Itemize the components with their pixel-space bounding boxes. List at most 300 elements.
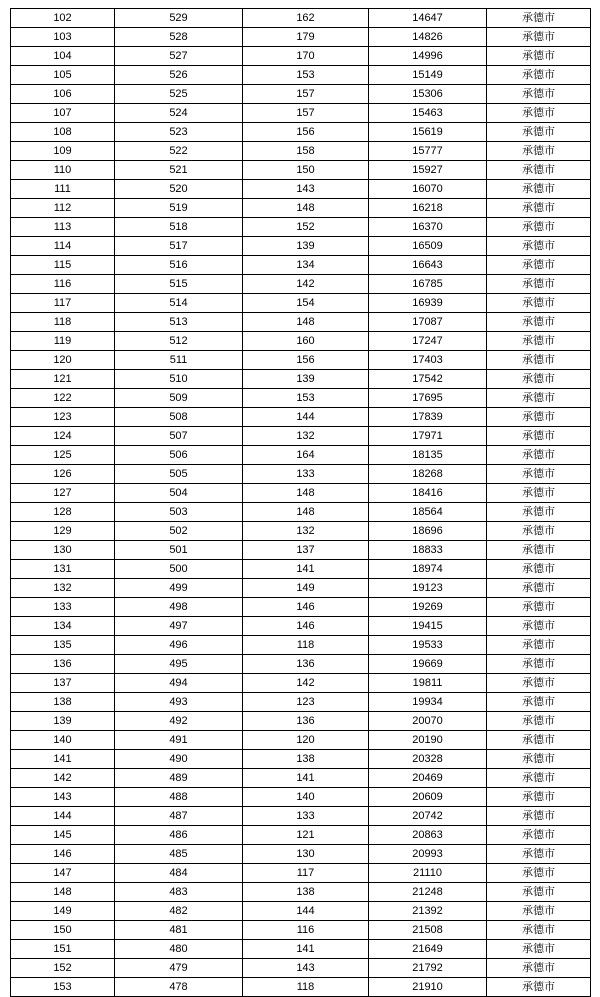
cell-region: 承德市 [487, 845, 591, 864]
cell-score: 523 [115, 123, 243, 142]
cell-cumulative: 15306 [369, 85, 487, 104]
cell-region: 承德市 [487, 598, 591, 617]
cell-region: 承德市 [487, 655, 591, 674]
cell-count: 148 [243, 484, 369, 503]
cell-count: 160 [243, 332, 369, 351]
cell-score: 510 [115, 370, 243, 389]
cell-region: 承德市 [487, 123, 591, 142]
cell-rank: 109 [11, 142, 115, 161]
cell-score: 478 [115, 978, 243, 997]
table-row [11, 522, 591, 541]
cell-cumulative: 14647 [369, 9, 487, 28]
cell-rank: 135 [11, 636, 115, 655]
cell-score: 497 [115, 617, 243, 636]
cell-count: 153 [243, 389, 369, 408]
cell-region: 承德市 [487, 351, 591, 370]
cell-score: 529 [115, 9, 243, 28]
cell-region: 承德市 [487, 484, 591, 503]
cell-region: 承德市 [487, 389, 591, 408]
cell-region: 承德市 [487, 826, 591, 845]
cell-cumulative: 18135 [369, 446, 487, 465]
cell-score: 496 [115, 636, 243, 655]
cell-rank: 136 [11, 655, 115, 674]
cell-rank: 110 [11, 161, 115, 180]
cell-region: 承德市 [487, 446, 591, 465]
cell-count: 139 [243, 370, 369, 389]
cell-score: 507 [115, 427, 243, 446]
cell-cumulative: 21110 [369, 864, 487, 883]
cell-region: 承德市 [487, 465, 591, 484]
cell-cumulative: 17247 [369, 332, 487, 351]
cell-count: 142 [243, 275, 369, 294]
cell-cumulative: 20742 [369, 807, 487, 826]
table-row [11, 693, 591, 712]
table-row [11, 161, 591, 180]
cell-count: 154 [243, 294, 369, 313]
cell-count: 146 [243, 598, 369, 617]
cell-score: 506 [115, 446, 243, 465]
cell-rank: 104 [11, 47, 115, 66]
cell-count: 118 [243, 636, 369, 655]
cell-score: 482 [115, 902, 243, 921]
score-distribution-table [10, 8, 591, 997]
cell-region: 承德市 [487, 769, 591, 788]
cell-rank: 133 [11, 598, 115, 617]
cell-rank: 107 [11, 104, 115, 123]
table-row [11, 541, 591, 560]
cell-region: 承德市 [487, 560, 591, 579]
cell-cumulative: 19123 [369, 579, 487, 598]
cell-region: 承德市 [487, 579, 591, 598]
cell-region: 承德市 [487, 864, 591, 883]
cell-cumulative: 15927 [369, 161, 487, 180]
cell-rank: 145 [11, 826, 115, 845]
table-row [11, 731, 591, 750]
cell-cumulative: 15619 [369, 123, 487, 142]
cell-cumulative: 20863 [369, 826, 487, 845]
cell-cumulative: 15777 [369, 142, 487, 161]
table-row [11, 712, 591, 731]
table-row [11, 826, 591, 845]
cell-rank: 127 [11, 484, 115, 503]
cell-rank: 132 [11, 579, 115, 598]
cell-score: 511 [115, 351, 243, 370]
cell-score: 509 [115, 389, 243, 408]
cell-count: 139 [243, 237, 369, 256]
cell-region: 承德市 [487, 940, 591, 959]
cell-rank: 120 [11, 351, 115, 370]
cell-count: 149 [243, 579, 369, 598]
cell-score: 525 [115, 85, 243, 104]
table-row [11, 655, 591, 674]
cell-count: 136 [243, 655, 369, 674]
cell-cumulative: 21248 [369, 883, 487, 902]
cell-region: 承德市 [487, 522, 591, 541]
cell-count: 141 [243, 769, 369, 788]
cell-cumulative: 20328 [369, 750, 487, 769]
cell-rank: 130 [11, 541, 115, 560]
cell-score: 504 [115, 484, 243, 503]
cell-rank: 112 [11, 199, 115, 218]
cell-count: 121 [243, 826, 369, 845]
cell-count: 144 [243, 408, 369, 427]
cell-score: 498 [115, 598, 243, 617]
cell-score: 500 [115, 560, 243, 579]
cell-cumulative: 18974 [369, 560, 487, 579]
cell-rank: 118 [11, 313, 115, 332]
cell-rank: 108 [11, 123, 115, 142]
cell-count: 123 [243, 693, 369, 712]
cell-rank: 151 [11, 940, 115, 959]
cell-rank: 140 [11, 731, 115, 750]
cell-count: 158 [243, 142, 369, 161]
cell-cumulative: 17087 [369, 313, 487, 332]
cell-score: 491 [115, 731, 243, 750]
table-row [11, 560, 591, 579]
cell-region: 承德市 [487, 85, 591, 104]
cell-rank: 116 [11, 275, 115, 294]
cell-cumulative: 19934 [369, 693, 487, 712]
table-row [11, 313, 591, 332]
cell-count: 141 [243, 940, 369, 959]
table-row [11, 85, 591, 104]
cell-cumulative: 19269 [369, 598, 487, 617]
cell-count: 133 [243, 807, 369, 826]
cell-count: 156 [243, 351, 369, 370]
cell-score: 513 [115, 313, 243, 332]
cell-count: 120 [243, 731, 369, 750]
cell-region: 承德市 [487, 199, 591, 218]
cell-region: 承德市 [487, 541, 591, 560]
table-row [11, 28, 591, 47]
cell-cumulative: 16643 [369, 256, 487, 275]
cell-region: 承德市 [487, 28, 591, 47]
cell-region: 承德市 [487, 66, 591, 85]
table-row [11, 940, 591, 959]
cell-rank: 103 [11, 28, 115, 47]
table-row [11, 864, 591, 883]
cell-rank: 147 [11, 864, 115, 883]
cell-cumulative: 17839 [369, 408, 487, 427]
cell-count: 179 [243, 28, 369, 47]
cell-rank: 128 [11, 503, 115, 522]
table-row [11, 389, 591, 408]
cell-region: 承德市 [487, 256, 591, 275]
cell-cumulative: 17971 [369, 427, 487, 446]
table-row [11, 788, 591, 807]
cell-cumulative: 14826 [369, 28, 487, 47]
table-row [11, 484, 591, 503]
table-row [11, 408, 591, 427]
cell-cumulative: 19669 [369, 655, 487, 674]
cell-score: 486 [115, 826, 243, 845]
cell-rank: 146 [11, 845, 115, 864]
cell-count: 157 [243, 104, 369, 123]
cell-cumulative: 16370 [369, 218, 487, 237]
cell-rank: 122 [11, 389, 115, 408]
table-row [11, 674, 591, 693]
cell-count: 142 [243, 674, 369, 693]
cell-rank: 153 [11, 978, 115, 997]
cell-score: 512 [115, 332, 243, 351]
cell-rank: 126 [11, 465, 115, 484]
cell-cumulative: 20993 [369, 845, 487, 864]
cell-score: 503 [115, 503, 243, 522]
cell-count: 138 [243, 750, 369, 769]
cell-score: 494 [115, 674, 243, 693]
cell-count: 164 [243, 446, 369, 465]
cell-region: 承德市 [487, 617, 591, 636]
cell-cumulative: 16785 [369, 275, 487, 294]
cell-count: 143 [243, 180, 369, 199]
cell-score: 520 [115, 180, 243, 199]
table-row [11, 218, 591, 237]
cell-cumulative: 15463 [369, 104, 487, 123]
cell-region: 承德市 [487, 674, 591, 693]
cell-rank: 141 [11, 750, 115, 769]
table-row [11, 47, 591, 66]
cell-region: 承德市 [487, 294, 591, 313]
table-row [11, 123, 591, 142]
cell-cumulative: 19533 [369, 636, 487, 655]
cell-count: 148 [243, 503, 369, 522]
cell-region: 承德市 [487, 275, 591, 294]
cell-score: 524 [115, 104, 243, 123]
table-row [11, 370, 591, 389]
cell-region: 承德市 [487, 408, 591, 427]
cell-rank: 102 [11, 9, 115, 28]
cell-count: 132 [243, 522, 369, 541]
table-row [11, 427, 591, 446]
cell-count: 148 [243, 313, 369, 332]
cell-score: 526 [115, 66, 243, 85]
cell-region: 承德市 [487, 731, 591, 750]
cell-rank: 105 [11, 66, 115, 85]
cell-rank: 115 [11, 256, 115, 275]
cell-count: 136 [243, 712, 369, 731]
cell-rank: 143 [11, 788, 115, 807]
cell-rank: 149 [11, 902, 115, 921]
cell-count: 133 [243, 465, 369, 484]
cell-score: 502 [115, 522, 243, 541]
cell-rank: 150 [11, 921, 115, 940]
cell-count: 152 [243, 218, 369, 237]
cell-cumulative: 21649 [369, 940, 487, 959]
table-row [11, 978, 591, 997]
cell-region: 承德市 [487, 237, 591, 256]
cell-cumulative: 17695 [369, 389, 487, 408]
cell-cumulative: 20070 [369, 712, 487, 731]
cell-score: 499 [115, 579, 243, 598]
cell-count: 153 [243, 66, 369, 85]
cell-cumulative: 18564 [369, 503, 487, 522]
cell-rank: 111 [11, 180, 115, 199]
cell-count: 148 [243, 199, 369, 218]
cell-count: 156 [243, 123, 369, 142]
cell-cumulative: 18696 [369, 522, 487, 541]
cell-region: 承德市 [487, 807, 591, 826]
cell-count: 138 [243, 883, 369, 902]
cell-rank: 152 [11, 959, 115, 978]
cell-rank: 121 [11, 370, 115, 389]
cell-region: 承德市 [487, 218, 591, 237]
cell-count: 140 [243, 788, 369, 807]
cell-region: 承德市 [487, 636, 591, 655]
cell-score: 479 [115, 959, 243, 978]
table-row [11, 294, 591, 313]
cell-rank: 131 [11, 560, 115, 579]
cell-cumulative: 19811 [369, 674, 487, 693]
table-row [11, 256, 591, 275]
cell-region: 承德市 [487, 332, 591, 351]
cell-cumulative: 21508 [369, 921, 487, 940]
cell-rank: 139 [11, 712, 115, 731]
cell-score: 508 [115, 408, 243, 427]
table-row [11, 503, 591, 522]
cell-region: 承德市 [487, 978, 591, 997]
table-row [11, 598, 591, 617]
cell-score: 490 [115, 750, 243, 769]
cell-region: 承德市 [487, 750, 591, 769]
cell-region: 承德市 [487, 959, 591, 978]
cell-score: 495 [115, 655, 243, 674]
cell-rank: 129 [11, 522, 115, 541]
cell-count: 144 [243, 902, 369, 921]
cell-count: 117 [243, 864, 369, 883]
cell-rank: 134 [11, 617, 115, 636]
table-row [11, 332, 591, 351]
cell-cumulative: 18416 [369, 484, 487, 503]
cell-rank: 124 [11, 427, 115, 446]
table-row [11, 351, 591, 370]
table-row [11, 142, 591, 161]
cell-cumulative: 20190 [369, 731, 487, 750]
cell-rank: 138 [11, 693, 115, 712]
cell-score: 483 [115, 883, 243, 902]
table-row [11, 199, 591, 218]
cell-count: 146 [243, 617, 369, 636]
table-row [11, 902, 591, 921]
cell-rank: 114 [11, 237, 115, 256]
cell-region: 承德市 [487, 788, 591, 807]
table-row [11, 66, 591, 85]
table-row [11, 807, 591, 826]
table-row [11, 636, 591, 655]
cell-score: 527 [115, 47, 243, 66]
cell-cumulative: 21792 [369, 959, 487, 978]
cell-count: 170 [243, 47, 369, 66]
cell-count: 150 [243, 161, 369, 180]
table-row [11, 104, 591, 123]
cell-region: 承德市 [487, 427, 591, 446]
cell-cumulative: 21392 [369, 902, 487, 921]
cell-region: 承德市 [487, 712, 591, 731]
cell-rank: 148 [11, 883, 115, 902]
cell-cumulative: 17542 [369, 370, 487, 389]
cell-region: 承德市 [487, 161, 591, 180]
cell-count: 132 [243, 427, 369, 446]
cell-rank: 137 [11, 674, 115, 693]
cell-score: 521 [115, 161, 243, 180]
cell-count: 141 [243, 560, 369, 579]
table-row [11, 769, 591, 788]
cell-score: 522 [115, 142, 243, 161]
cell-score: 492 [115, 712, 243, 731]
cell-rank: 117 [11, 294, 115, 313]
cell-region: 承德市 [487, 921, 591, 940]
table-row [11, 446, 591, 465]
cell-cumulative: 18833 [369, 541, 487, 560]
cell-region: 承德市 [487, 9, 591, 28]
cell-count: 116 [243, 921, 369, 940]
cell-score: 488 [115, 788, 243, 807]
cell-score: 528 [115, 28, 243, 47]
cell-score: 484 [115, 864, 243, 883]
cell-region: 承德市 [487, 883, 591, 902]
table-row [11, 465, 591, 484]
cell-count: 130 [243, 845, 369, 864]
cell-cumulative: 19415 [369, 617, 487, 636]
cell-count: 134 [243, 256, 369, 275]
cell-score: 489 [115, 769, 243, 788]
cell-rank: 144 [11, 807, 115, 826]
cell-score: 485 [115, 845, 243, 864]
cell-cumulative: 15149 [369, 66, 487, 85]
cell-count: 157 [243, 85, 369, 104]
cell-region: 承德市 [487, 180, 591, 199]
cell-score: 516 [115, 256, 243, 275]
cell-score: 487 [115, 807, 243, 826]
cell-cumulative: 16509 [369, 237, 487, 256]
cell-rank: 142 [11, 769, 115, 788]
table-row [11, 180, 591, 199]
cell-score: 519 [115, 199, 243, 218]
table-row [11, 579, 591, 598]
cell-score: 480 [115, 940, 243, 959]
cell-score: 493 [115, 693, 243, 712]
cell-cumulative: 17403 [369, 351, 487, 370]
cell-rank: 106 [11, 85, 115, 104]
table-body [11, 9, 591, 997]
cell-count: 118 [243, 978, 369, 997]
cell-region: 承德市 [487, 104, 591, 123]
cell-cumulative: 16939 [369, 294, 487, 313]
cell-cumulative: 16070 [369, 180, 487, 199]
cell-cumulative: 14996 [369, 47, 487, 66]
table-row [11, 959, 591, 978]
cell-rank: 119 [11, 332, 115, 351]
cell-score: 517 [115, 237, 243, 256]
cell-rank: 123 [11, 408, 115, 427]
cell-region: 承德市 [487, 370, 591, 389]
cell-score: 481 [115, 921, 243, 940]
cell-count: 162 [243, 9, 369, 28]
cell-score: 518 [115, 218, 243, 237]
table-row [11, 237, 591, 256]
table-row [11, 845, 591, 864]
cell-region: 承德市 [487, 693, 591, 712]
cell-cumulative: 18268 [369, 465, 487, 484]
cell-cumulative: 20469 [369, 769, 487, 788]
cell-region: 承德市 [487, 902, 591, 921]
table-row [11, 9, 591, 28]
cell-rank: 113 [11, 218, 115, 237]
cell-score: 501 [115, 541, 243, 560]
cell-rank: 125 [11, 446, 115, 465]
table-row [11, 617, 591, 636]
cell-score: 514 [115, 294, 243, 313]
cell-region: 承德市 [487, 313, 591, 332]
